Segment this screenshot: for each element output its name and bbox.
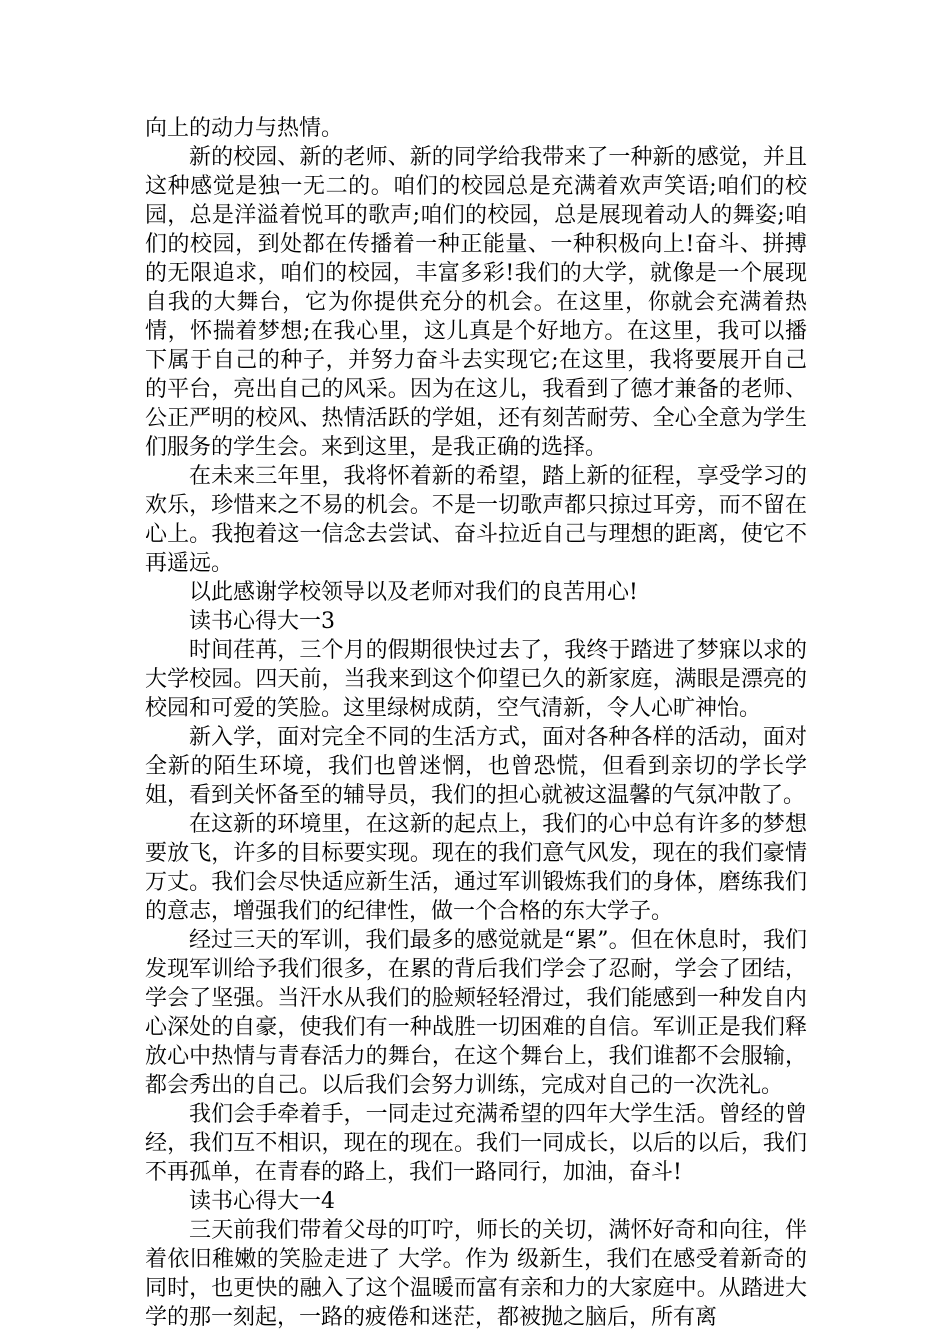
paragraph-8: 经过三天的军训，我们最多的感觉就是“累”。但在休息时，我们发现军训给予我们很多，在累的背后我们学会了忍耐，学会了团结，学会了坚强。当汗水从我们的脸颊轻轻滑过，我们能感到一种发自内心深处的自豪，使我们有一种战胜一切困难的自信。军训正是我们释放心中热情与青春活力的舞台，在这个舞台上，我们谁都不会服输，都会秀出的自己。以后我们会努力训练，完成对自己的一次洗礼。 xyxy=(145,928,807,1098)
section-heading-4: 读书心得大一4 xyxy=(189,1189,335,1214)
paragraph-5: 时间荏苒，三个月的假期很快过去了，我终于踏进了梦寐以求的大学校园。四天前，当我来到这个仰望已久的新家庭，满眼是漂亮的校园和可爱的笑脸。这里绿树成荫，空气清新，令人心旷神怡。 xyxy=(145,638,807,721)
paragraph-2: 新的校园、新的老师、新的同学给我带来了一种新的感觉，并且这种感觉是独一无二的。咱们的校园总是充满着欢声笑语;咱们的校园，总是洋溢着悦耳的歌声;咱们的校园，总是展现着动人的舞姿;咱们的校园，到处都在传播着一种正能量、一种积极向上!奋斗、拼搏的无限追求，咱们的校园，丰富多彩!我们的大学，就像是一个展现自我的大舞台，它为你提供充分的机会。在这里，你就会充满着热情，怀揣着梦想;在我心里，这儿真是个好地方。在这里，我可以播下属于自己的种子，并努力奋斗去实现它;在这里，我将要展开自己的平台，亮出自己的风采。因为在这儿，我看到了德才兼备的老师、公正严明的校风、热情活跃的学姐，还有刻苦耐劳、全心全意为学生们服务的学生会。来到这里，是我正确的选择。 xyxy=(145,145,807,460)
paragraph-10: 三天前我们带着父母的叮咛，师长的关切，满怀好奇和向往，伴着依旧稚嫩的笑脸走进了 大学。作为 级新生，我们在感受着新奇的同时，也更快的融入了这个温暖而富有亲和力的大家庭中。从踏进大学的那一刻起，一路的疲倦和迷茫，都被抛之脑后，所有离 xyxy=(145,1218,807,1330)
paragraph-9: 我们会手牵着手，一同走过充满希望的四年大学生活。曾经的曾经，我们互不相识，现在的现在。我们一同成长，以后的以后，我们不再孤单，在青春的路上，我们一路同行，加油，奋斗! xyxy=(145,1102,807,1185)
section-heading-3: 读书心得大一3 xyxy=(189,609,335,634)
paragraph-3: 在未来三年里，我将怀着新的希望，踏上新的征程，享受学习的欢乐，珍惜来之不易的机会。不是一切歌声都只掠过耳旁，而不留在心上。我抱着这一信念去尝试、奋斗拉近自己与理想的距离，使它不再遥远。 xyxy=(145,464,807,576)
paragraph-6: 新入学，面对完全不同的生活方式，面对各种各样的活动，面对全新的陌生环境，我们也曾迷惘，也曾恐慌，但看到亲切的学长学姐，看到关怀备至的辅导员，我们的担心就被这温馨的气氛冲散了。 xyxy=(145,725,807,808)
document-page xyxy=(145,114,807,1332)
paragraph-1: 向上的动力与热情。 xyxy=(145,116,344,141)
paragraph-7: 在这新的环境里，在这新的起点上，我们的心中总有许多的梦想要放飞，许多的目标要实现。现在的我们意气风发，现在的我们豪情万丈。我们会尽快适应新生活，通过军训锻炼我们的身体，磨练我们的意志，增强我们的纪律性，做一个合格的东大学子。 xyxy=(145,812,807,924)
paragraph-4: 以此感谢学校领导以及老师对我们的良苦用心! xyxy=(189,580,638,605)
